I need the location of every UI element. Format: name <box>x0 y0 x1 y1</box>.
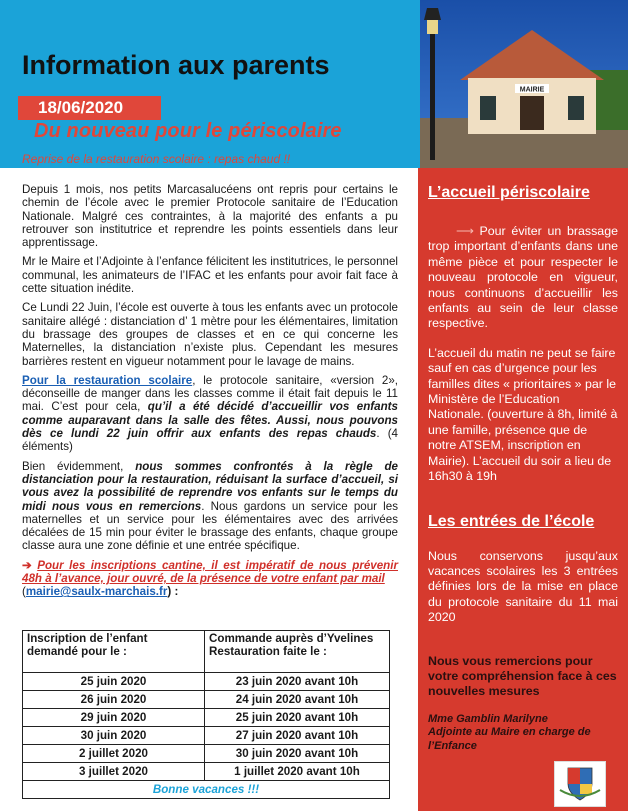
table-cell: 23 juin 2020 avant 10h <box>205 673 390 691</box>
distanciation-text-b: . Nous gardons un service pour les maternelles et un service pour les élémentaires avec des arrivées décalées de 15 min pour éviter le brassage des enfants, chaque groupe classe aura une zone définie et une entrée spécifique. <box>22 499 399 553</box>
table-cell: 25 juin 2020 avant 10h <box>205 709 390 727</box>
email-suffix: ) : <box>167 585 179 599</box>
table-footer: Bonne vacances !!! <box>23 781 390 799</box>
table-header-inscription: Inscription de l’enfant demandé pour le : <box>23 631 205 673</box>
table-row <box>23 745 390 763</box>
mairie-sign: MAIRIE <box>519 86 545 94</box>
inscription-table <box>22 630 390 799</box>
text-entrees: Nous conservons jusqu’aux vacances scolaires les 3 entrées définies lors de la mise en place du protocole sanitaire du 11 mai 2020 <box>428 548 618 625</box>
arrow-right-icon: ⟶ <box>456 224 480 238</box>
thanks-text: Nous vous remercions pour votre compréhension face à ces nouvelles mesures <box>428 653 617 698</box>
paragraph-thanks: Mr le Maire et l’Adjointe à l’enfance félicitent les institutrices, le personnel communal, les animateurs de l’IFAC et les enfants pour avoir fait face à cette situation inédite. <box>22 255 398 296</box>
left-column <box>22 183 398 605</box>
paragraph-restauration <box>22 374 398 454</box>
table-cell: 30 juin 2020 avant 10h <box>205 745 390 763</box>
restauration-text-a: , le protocole sanitaire, «version 2», déconseille de manger dans les classes comme il était fait depuis le 11 mai. C’est pour cela, <box>22 373 398 414</box>
paragraph-protocol: Ce Lundi 22 Juin, l’école est ouverte à tous les enfants avec un protocole sanitaire allégé : distanciation d’ 1 mètre pour les élémentaires, limitation du brassage des groupes de classes et en ce qui concerne les Maternelles, la distanciation n’existe plus. Cependant les mesures barrières restent en vigueur notamment pour le lavage de mains. <box>22 301 398 368</box>
crest-icon <box>555 762 605 806</box>
table-row <box>23 691 390 709</box>
table-cell: 24 juin 2020 avant 10h <box>205 691 390 709</box>
restauration-text-b: . (4 éléments) <box>22 427 398 454</box>
text-accueil-body: Pour éviter un brassage trop important d’enfants dans une même pièce et pour respecter le nouveau protocole en vigueur, nous continuons d’accueillir les enfants au sein de leur classe respective. <box>428 224 618 331</box>
date-badge: 18/06/2020 <box>18 96 161 120</box>
table-cell: 27 juin 2020 avant 10h <box>205 727 390 745</box>
table-cell: 25 juin 2020 <box>23 673 205 691</box>
paragraph-intro: Depuis 1 mois, nos petits Marcasalucéens ont repris pour certains le chemin de l’école avec le premier Protocole sanitaire de l’Education Nationale. Malgré ces contraintes, à la majorité des enfants a pu retrouver son institutrice et reprendre les points essentiels dans leur apprentissage. <box>22 183 398 250</box>
table-cell: 2 juillet 2020 <box>23 745 205 763</box>
text-accueil-matin: L’accueil du matin ne peut se faire sauf en cas d’urgence pour les familles dites « prioritaires » par le Ministère de l’Education Nationale. (ouverture à 8h, limité à une famille, présence que de notre ATSEM, inscription en Mairie). L’accueil du soir a lieu de 16h30 à 19h <box>428 345 618 484</box>
table-header-commande: Commande auprès d’Yvelines Restauration faite le : <box>205 631 390 673</box>
table-row <box>23 673 390 691</box>
restauration-link[interactable]: Pour la restauration scolaire <box>22 373 193 387</box>
table-cell: 26 juin 2020 <box>23 691 205 709</box>
distanciation-bold: nous sommes confrontés à la règle de distanciation pour la restauration, réduisant la surface d’accueil, si vous avez la possibilité de reprendre vos enfants sur le temps du midi nous vous en remercions <box>22 459 398 513</box>
email-link[interactable]: mairie@saulx-marchais.fr <box>25 585 168 599</box>
mairie-illustration <box>420 0 628 168</box>
table-header-row <box>23 631 390 673</box>
reprise-line: Reprise de la restauration scolaire : repas chaud !! <box>22 152 291 166</box>
inscription-note-text: Pour les inscriptions cantine, il est impératif de nous prévenir 48h à l’avance, jour ouvré, de la présence de votre enfant par mail <box>22 558 398 586</box>
signature-name: Mme Gamblin Marilyne <box>428 712 548 725</box>
table-cell: 1 juillet 2020 avant 10h <box>205 763 390 781</box>
signature-title: Adjointe au Maire en charge de l’Enfance <box>428 726 591 752</box>
subtitle: Du nouveau pour le périscolaire <box>34 120 342 142</box>
inscription-note: ➔ Pour les inscriptions cantine, il est impératif de nous prévenir 48h à l’avance, jour ouvré, de la présence de votre enfant par mail (mairie@saulx-marchais.fr) : <box>22 558 398 599</box>
table-row <box>23 709 390 727</box>
distanciation-text-a: Bien évidemment, <box>22 459 136 473</box>
restauration-bold: qu’il a été décidé d’accueillir vos enfants comme auparavant dans la salle des fêtes. Aussi, nous pouvons dès ce lundi 22 juin offrir aux enfants des repas chauds <box>22 400 398 441</box>
mairie-photo <box>420 0 628 168</box>
paragraph-distanciation <box>22 460 398 553</box>
heading-accueil: L’accueil périscolaire <box>428 184 590 201</box>
page-title: Information aux parents <box>22 50 330 80</box>
heading-entrees: Les entrées de l’école <box>428 512 595 530</box>
table-cell: 3 juillet 2020 <box>23 763 205 781</box>
text-accueil <box>428 224 618 332</box>
table-row <box>23 727 390 745</box>
right-column <box>418 168 628 811</box>
table-cell: 30 juin 2020 <box>23 727 205 745</box>
table-footer-row <box>23 781 390 799</box>
town-crest <box>554 761 606 807</box>
arrow-right-icon: ➔ <box>22 558 32 572</box>
table-cell: 29 juin 2020 <box>23 709 205 727</box>
table-row <box>23 763 390 781</box>
